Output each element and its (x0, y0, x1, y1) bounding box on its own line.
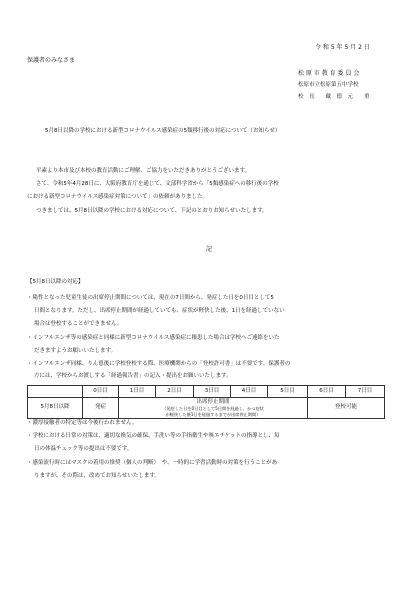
suspension-note-2: が軽快した後1日を経過するまでが出席停止期間） (165, 411, 261, 417)
bullet-3-line-1: ・インフルエンザ同様、りん患後に学校登校する際、医療機関からの「登校許可書」は不要です。保護者の (27, 361, 291, 367)
day-header: 6日目 (308, 386, 346, 398)
suspension-period-cell (119, 398, 308, 419)
row-label: 5月8日以降 (28, 398, 83, 419)
sender-principal: 校 長 藏 德 元 重 (298, 94, 370, 100)
table-header-row (28, 386, 385, 398)
day-header: 5日目 (268, 386, 308, 398)
day-header: 0日目 (83, 386, 119, 398)
sender-school: 松原市立松原第五中学校 (298, 82, 359, 88)
bullet-5-line-2: 日の体温チェック等の提出は不要です。 (34, 446, 133, 452)
bullet-1-line-3: 場合は登校することができません。 (34, 321, 123, 327)
intro-line-1: 平素より本市及び本校の教育活動にご理解、ご協力をいただきありがとうございます。 (36, 168, 251, 174)
document-title: 5月8日以降の学校における新型コロナウイルス感染症の5類移行後の対応について（お知らせ） (45, 128, 281, 134)
onset-cell: 発症 (83, 398, 119, 419)
bullet-5-line-1: ・学校における日常の対策は、適切な換気の確保、手洗い等の手指衛生や咳エチケットの指導とし、毎 (27, 433, 280, 439)
day-header: 7日目 (346, 386, 385, 398)
sender-organization: 松 原 市 教 育 委 員 会 (298, 70, 360, 77)
bullet-2-line-2: だきますようお願いいたします。 (34, 348, 117, 354)
attendance-allowed-cell: 登校可能 (308, 398, 385, 419)
day-header: 4日目 (231, 386, 268, 398)
bullet-1-line-2: 日間となります。ただし、出席停止期間が経過していても、症状が軽快した後、1日を経過していない (34, 308, 285, 314)
section-heading: 【5月8日以降の対応】 (27, 279, 84, 285)
bullet-2-line-1: ・インフルエンザ等の感染症と同様に新型コロナウイルス感染症に罹患した場合は学校へご連絡をいた (27, 335, 280, 341)
day-header: 2日目 (156, 386, 194, 398)
day-header: 1日目 (119, 386, 156, 398)
ki-heading: 記 (206, 246, 213, 253)
bullet-6-line-1: ・感染流行時にはマスクの着用の推奨（個人の判断） や、一時的に学習活動時の対策を行うことがあ (27, 460, 278, 466)
bullet-3-line-2: 方には、学校からお渡しする「経過報告書」の記入・提出をお願いいたします。 (34, 373, 232, 379)
document-date: 令 和 5 年 5 月 2 日 (315, 44, 370, 51)
recipient: 保護者のみなさま (27, 57, 76, 64)
intro-line-2: さて、令和5年4月28日に、大阪府教育庁を通じて、文部科学省から「5類感染症への移行後の学校 (36, 181, 279, 187)
suspension-title: 出席停止期間 (196, 398, 230, 405)
intro-line-4: つきましては、5月8日以降の学校における対応について、下記のとおりお知らせいたします。 (36, 208, 268, 214)
intro-line-3: における新型コロナウイルス感染症対策について」の依頼がありました。 (27, 194, 209, 200)
day-header: 3日目 (194, 386, 231, 398)
bullet-1-line-1: ・陽性となった児童生徒の出席停止期間については、現在の7日間から、発症した日を0日目として5 (27, 295, 274, 301)
bullet-4: ・濃厚接触者の特定等は今後行われません。 (27, 420, 138, 426)
suspension-note-1: （発症した日を0日目として5日間を経過し、かつ症状 (162, 406, 264, 412)
table-row (28, 398, 385, 419)
corner-cell (28, 386, 83, 398)
attendance-schedule-table (27, 385, 385, 419)
bullet-6-line-2: りますが、その際は、改めてお知らせいたします。 (34, 473, 160, 479)
